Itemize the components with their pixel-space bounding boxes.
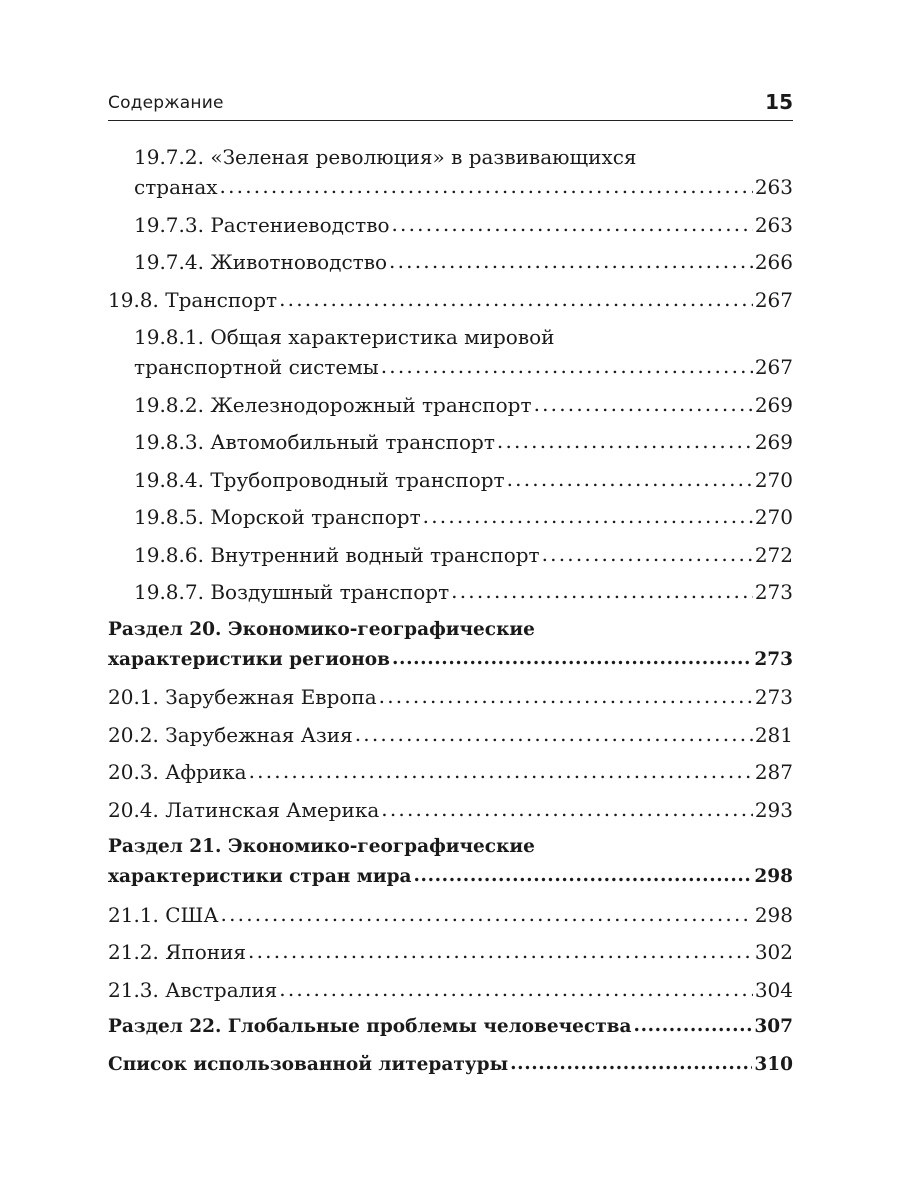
toc-entry-label: 19.8.7. Воздушный транспорт: [134, 580, 450, 604]
dot-leader: [392, 644, 752, 674]
toc-entry-19-8-5[interactable]: [108, 502, 793, 532]
toc-entry-label: Раздел 22. Глобальные проблемы человечества: [108, 1016, 632, 1037]
toc-section-20[interactable]: [108, 615, 793, 675]
dot-leader: [381, 351, 753, 381]
toc-entry-page: 269: [754, 392, 793, 417]
toc-entry-20-4[interactable]: [108, 795, 793, 825]
dot-leader: [248, 936, 753, 966]
dot-leader: [423, 501, 753, 531]
toc-entry-19-7-4[interactable]: [108, 247, 793, 277]
toc-section-21[interactable]: [108, 832, 793, 892]
toc-entry-19-8-4[interactable]: [108, 465, 793, 495]
toc-entry-page: 310: [754, 1053, 793, 1075]
toc-entry-page: 273: [754, 580, 793, 604]
toc-section-22[interactable]: [108, 1012, 793, 1042]
dot-leader: [379, 681, 753, 711]
dot-leader: [414, 861, 753, 891]
toc-entry-label: 20.1. Зарубежная Европа: [108, 685, 377, 709]
toc-entry-label: 19.8.2. Железнодорожный транспорт: [134, 392, 532, 417]
toc-entry-19-8-6[interactable]: [108, 540, 793, 570]
dot-leader: [497, 426, 753, 456]
toc-entry-21-3[interactable]: [108, 975, 793, 1005]
running-head-title: Содержание: [108, 93, 224, 113]
toc-entry-page: 272: [754, 542, 793, 567]
toc-entry-title-line: Раздел 21. Экономико-географические: [108, 836, 535, 857]
toc-entry-20-3[interactable]: [108, 757, 793, 787]
toc-entry-page: 281: [754, 722, 793, 747]
dot-leader: [221, 899, 753, 929]
toc-entry-label: странах: [134, 175, 218, 199]
toc-entry-label: характеристики стран мира: [108, 866, 412, 887]
toc-entry-label: 19.8.3. Автомобильный транспорт: [134, 430, 495, 454]
toc-entry-19-7-2[interactable]: [108, 142, 793, 202]
dot-leader: [510, 1049, 752, 1079]
table-of-contents: [108, 142, 793, 1087]
toc-entry-label: 20.4. Латинская Америка: [108, 797, 380, 822]
toc-entry-page: 304: [754, 977, 793, 1002]
toc-entry-label: 19.8.4. Трубопроводный транспорт: [134, 467, 505, 492]
toc-entry-21-1[interactable]: [108, 900, 793, 930]
toc-entry-20-1[interactable]: [108, 682, 793, 712]
toc-entry-page: 273: [754, 685, 793, 709]
toc-entry-19-8[interactable]: [108, 285, 793, 315]
toc-entry-label: транспортной системы: [134, 355, 379, 379]
toc-entry-19-7-3[interactable]: [108, 210, 793, 240]
dot-leader: [220, 171, 753, 201]
page-number: 15: [765, 90, 793, 114]
page-header: [108, 86, 793, 121]
toc-entry-19-8-2[interactable]: [108, 390, 793, 420]
toc-entry-page: 263: [754, 175, 793, 199]
dot-leader: [279, 974, 753, 1004]
toc-entry-label: 20.3. Африка: [108, 760, 247, 784]
toc-entry-page: 263: [754, 212, 793, 237]
toc-entry-label: 21.3. Австралия: [108, 977, 278, 1002]
toc-entry-label: 19.8.6. Внутренний водный транспорт: [134, 542, 540, 567]
toc-bibliography[interactable]: [108, 1050, 793, 1080]
toc-entry-label: 19.7.3. Растениеводство: [134, 212, 390, 237]
toc-entry-label: 21.1. США: [108, 902, 219, 927]
toc-entry-19-8-1[interactable]: [108, 322, 793, 382]
toc-entry-page: 269: [754, 430, 793, 454]
dot-leader: [634, 1011, 753, 1041]
toc-entry-label: 19.7.4. Животноводство: [134, 250, 388, 274]
dot-leader: [389, 246, 753, 276]
toc-entry-label: характеристики регионов: [108, 648, 390, 670]
toc-entry-page: 287: [754, 760, 793, 784]
toc-entry-page: 270: [754, 505, 793, 529]
toc-entry-21-2[interactable]: [108, 937, 793, 967]
toc-entry-page: 302: [754, 940, 793, 964]
toc-entry-label: 20.2. Зарубежная Азия: [108, 722, 353, 747]
toc-entry-label: 19.8.5. Морской транспорт: [134, 505, 421, 529]
toc-entry-page: 270: [754, 467, 793, 492]
dot-leader: [534, 389, 753, 419]
dot-leader: [542, 539, 753, 569]
toc-entry-label: 21.2. Япония: [108, 940, 247, 964]
dot-leader: [392, 209, 753, 239]
dot-leader: [355, 719, 753, 749]
toc-entry-label: 19.8. Транспорт: [108, 287, 278, 312]
toc-entry-page: 267: [754, 355, 793, 379]
toc-entry-page: 307: [754, 1016, 793, 1037]
toc-entry-page: 298: [754, 866, 793, 887]
toc-entry-page: 298: [754, 902, 793, 927]
toc-entry-title-line: Раздел 20. Экономико-географические: [108, 618, 535, 640]
toc-entry-20-2[interactable]: [108, 720, 793, 750]
dot-leader: [249, 756, 753, 786]
toc-entry-19-8-3[interactable]: [108, 427, 793, 457]
toc-entry-title-line: 19.7.2. «Зеленая революция» в развивающихся: [134, 145, 637, 169]
toc-entry-page: 293: [754, 797, 793, 822]
dot-leader: [507, 464, 753, 494]
dot-leader: [451, 576, 753, 606]
toc-entry-page: 273: [754, 648, 793, 670]
dot-leader: [381, 794, 753, 824]
dot-leader: [279, 284, 753, 314]
toc-entry-label: Список использованной литературы: [108, 1053, 509, 1075]
toc-entry-page: 267: [754, 287, 793, 312]
toc-entry-19-8-7[interactable]: [108, 577, 793, 607]
toc-entry-title-line: 19.8.1. Общая характеристика мировой: [134, 325, 555, 349]
toc-entry-page: 266: [754, 250, 793, 274]
